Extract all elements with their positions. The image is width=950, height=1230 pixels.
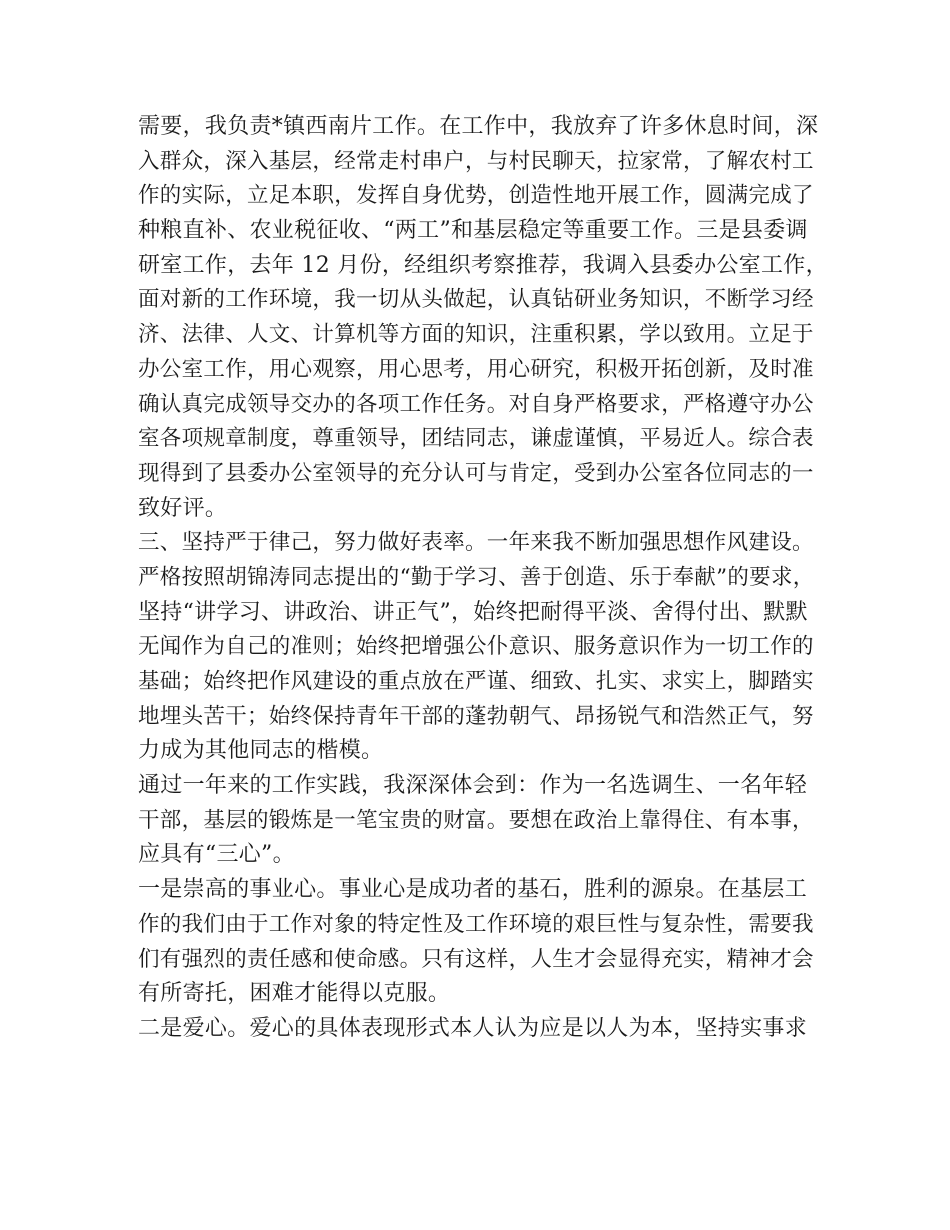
text-line: 办公室工作，用心观察，用心思考，用心研究，积极开拓创新，及时准 <box>138 356 814 382</box>
text-line: 通过一年来的工作实践，我深深体会到：作为一名选调生、一名年轻 <box>138 773 808 799</box>
text-line: 研室工作，去年 12 月份，经组织考察推荐，我调入县委办公室工作， <box>138 252 828 278</box>
text-line: 一是崇高的事业心。事业心是成功者的基石，胜利的源泉。在基层工 <box>138 877 808 903</box>
text-line: 三、坚持严于律己，努力做好表率。一年来我不断加强思想作风建设。 <box>138 530 814 556</box>
text-line: 确认真完成领导交办的各项工作任务。对自身严格要求，严格遵守办公 <box>138 391 814 417</box>
text-line: 二是爱心。爱心的具体表现形式本人认为应是以人为本，坚持实事求 <box>138 1015 808 1041</box>
text-line: 现得到了县委办公室领导的充分认可与肯定，受到办公室各位同志的一 <box>138 460 814 486</box>
text-line: 力成为其他同志的楷模。 <box>138 738 384 764</box>
text-line: 基础；始终把作风建设的重点放在严谨、细致、扎实、求实上，脚踏实 <box>138 669 814 694</box>
text-line: 室各项规章制度，尊重领导，团结同志，谦虚谨慎，平易近人。综合表 <box>138 426 814 452</box>
text-line: 有所寄托，困难才能得以克服。 <box>138 981 451 1007</box>
text-line: 致好评。 <box>138 495 228 521</box>
text-line: 们有强烈的责任感和使命感。只有这样，人生才会显得充实，精神才会 <box>138 946 814 972</box>
text-line: 入群众，深入基层，经常走村串户，与村民聊天，拉家常，了解农村工 <box>138 148 814 174</box>
body-text <box>138 110 828 1047</box>
text-line: 无闻作为自己的准则；始终把增强公仆意识、服务意识作为一切工作的 <box>138 634 814 660</box>
text-line: 种粮直补、农业税征收、“两工”和基层稳定等重要工作。三是县委调 <box>138 218 808 244</box>
text-line: 需要，我负责*镇西南片工作。在工作中，我放弃了许多休息时间，深 <box>138 114 819 139</box>
text-line: 作的实际，立足本职，发挥自身优势，创造性地开展工作，圆满完成了 <box>138 183 814 209</box>
text-line: 干部，基层的锻炼是一笔宝贵的财富。要想在政治上靠得住、有本事， <box>138 807 814 833</box>
text-line: 应具有“三心”。 <box>138 842 295 868</box>
text-line: 地埋头苦干；始终保持青年干部的蓬勃朝气、昂扬锐气和浩然正气，努 <box>138 703 814 729</box>
text-line: 坚持“讲学习、讲政治、讲正气”，始终把耐得平淡、舍得付出、默默 <box>138 599 808 625</box>
text-line: 面对新的工作环境，我一切从头做起，认真钻研业务知识，不断学习经 <box>138 287 814 313</box>
text-line: 济、法律、人文、计算机等方面的知识，注重积累，学以致用。立足于 <box>138 322 814 348</box>
text-line: 作的我们由于工作对象的特定性及工作环境的艰巨性与复杂性，需要我 <box>138 911 814 937</box>
text-line: 严格按照胡锦涛同志提出的“勤于学习、善于创造、乐于奉献”的要求， <box>138 564 815 590</box>
